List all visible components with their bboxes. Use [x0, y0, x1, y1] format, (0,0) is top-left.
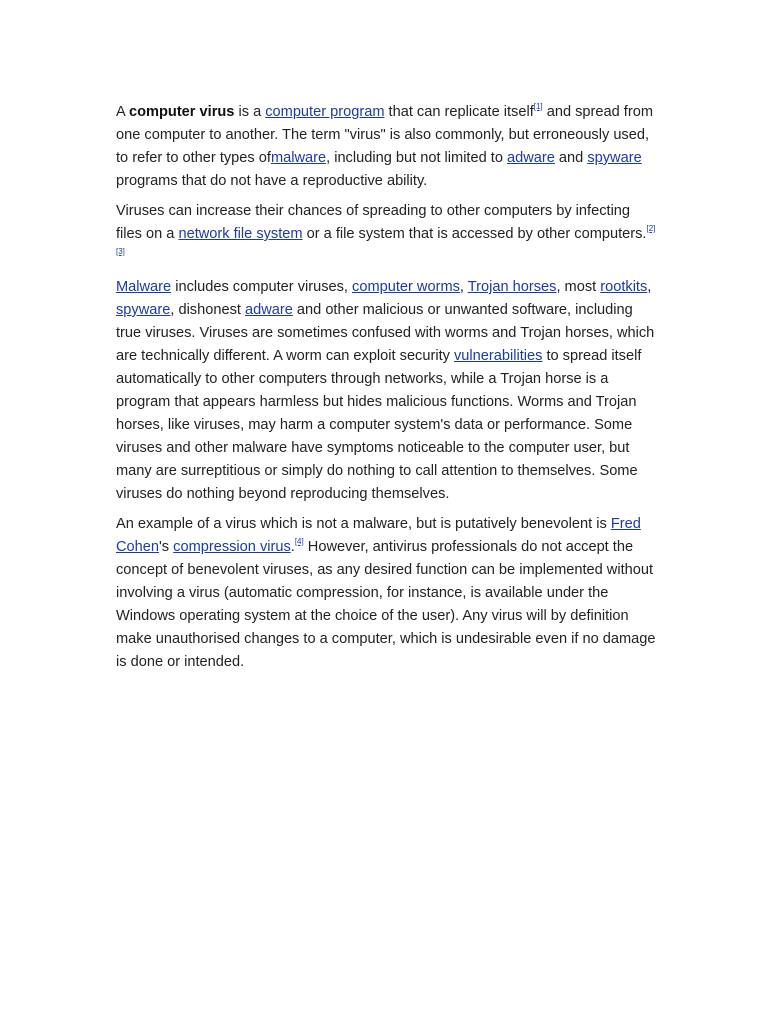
- text: An example of a virus which is not a malware, but is putatively benevolent is: [116, 516, 611, 532]
- text: , dishonest: [170, 302, 245, 318]
- text: Viruses can increase their chances of spreading to other computers by infecting files on a: [116, 203, 631, 242]
- paragraph-3: [116, 276, 656, 506]
- text: However, antivirus professionals do not accept the concept of benevolent viruses, as any desired function can be implemented without involving a virus (automatic compression, for instance, is available under the Windows operating system at the choice of the user). Any virus will by definition make unauthorised changes to a computer, which is undesirable even if no damage is done or intended.: [116, 539, 656, 670]
- reference-link-2[interactable]: [2]: [646, 224, 656, 233]
- text: ,: [647, 279, 652, 295]
- link-trojan-horses[interactable]: Trojan horses: [467, 279, 557, 295]
- link-malware[interactable]: malware: [270, 150, 327, 166]
- paragraph-2: [116, 200, 656, 269]
- link-adware[interactable]: adware: [244, 302, 293, 318]
- link-rootkits[interactable]: rootkits: [600, 279, 648, 295]
- link-compression-virus[interactable]: compression virus: [173, 539, 291, 555]
- link-network-file-system[interactable]: network file system: [178, 226, 303, 242]
- reference-link-1[interactable]: [1]: [533, 102, 543, 111]
- link-vulnerabilities[interactable]: vulnerabilities: [453, 348, 543, 364]
- text: and spread from one computer to another. The term "virus" is also commonly, but erroneously used, to refer to other types of: [116, 104, 653, 166]
- link-malware[interactable]: Malware: [116, 279, 172, 295]
- text: and other malicious or unwanted software, including true viruses. Viruses are sometimes confused with worms and Trojan horses, which are technically different. A worm can exploit security: [116, 302, 655, 364]
- link-computer-worms[interactable]: computer worms: [352, 279, 460, 295]
- text: includes computer viruses,: [171, 279, 353, 295]
- bold-term: computer virus: [128, 104, 235, 120]
- text: and: [554, 150, 588, 166]
- text: , most: [556, 279, 601, 295]
- link-fred-cohen[interactable]: Fred Cohen: [116, 516, 641, 555]
- text: to spread itself automatically to other computers through networks, while a Trojan horse is a program that appears harmless but hides malicious functions. Worms and Trojan horses, like viruses, may harm a computer system's data or performance. Some viruses and other malware have symptoms noticeable to the computer user, but many are surreptitious or simply do nothing to call attention to themselves. Some viruses do nothing beyond reproducing themselves.: [116, 348, 642, 502]
- text: is a: [234, 104, 266, 120]
- text: or a file system that is accessed by other computers.: [302, 226, 647, 242]
- reference-link-4[interactable]: [4]: [294, 537, 304, 546]
- reference-link-3[interactable]: [3]: [116, 247, 125, 256]
- text: programs that do not have a reproductive ability.: [116, 173, 428, 189]
- link-spyware[interactable]: spyware: [116, 302, 171, 318]
- text: 's: [159, 539, 174, 555]
- text: that can replicate itself: [384, 104, 534, 120]
- reference: [295, 537, 304, 546]
- text: ,: [459, 279, 468, 295]
- text: , including but not limited to: [326, 150, 507, 166]
- reference: [534, 102, 543, 111]
- text: A: [116, 104, 129, 120]
- document-body: [116, 101, 656, 681]
- text: .: [290, 539, 295, 555]
- paragraph-1: [116, 101, 656, 193]
- paragraph-4: [116, 513, 656, 674]
- link-spyware[interactable]: spyware: [587, 150, 642, 166]
- link-adware[interactable]: adware: [507, 150, 555, 166]
- link-computer-program[interactable]: computer program: [265, 104, 385, 120]
